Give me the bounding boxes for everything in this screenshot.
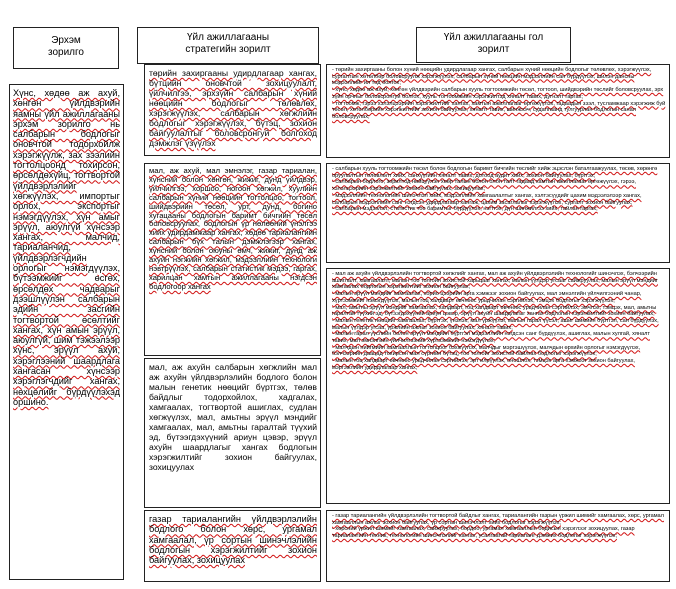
strategic-goal-1-text: төрийн захиргааны удирдлагаар хангах, бүтцийн оновчтой зохицуулалт, үйлчилгээ, эрхзүйн салбарын хүний нөөцийн бодлогыг төлөвлөх, хэрэгжүүлэх, салбарын хөгжлийн бодлогыг хэрэгжүүлэх, бүтэц, зохион байгуулалтыг боловсронгуй болгоход дэмжлэг үзүүлэх <box>149 68 317 148</box>
objective-item: - салбарын мэдээлэл, статистик тоо баримтыг бүрдүүлэх, нэгтгэх, дүн шинжилгээ хийх, тайлан гаргах; <box>332 206 598 213</box>
objective-item: - малын эрүүл мэндийг хамгаалах, хорио цээрийн арга хэмжээг зохион байгуулах, мал эмнэлгийн үйлчилгээний чанар, хүртээмжийг нэмэгдүүлэх, малын гоц халдварт өвчнөөс урьдчилан сэргийлэх, тэмцэх бодлогыг хэрэгжүүлэх; <box>332 291 642 304</box>
strategic-header-line-2: стратегийн зорилт <box>185 44 271 55</box>
objectives-header-line-2: зорилт <box>477 44 510 55</box>
mission-header <box>13 27 119 69</box>
objective-item: - тогтоомж, гэрээ хэлэлцээрийн хэрэгжилтийг хангах, хамтын ажиллагааг өргөжүүлэх, гадаадын зээл, тусламжаар хэрэгжиж буй төсөл, хөтөлбөрийн хэрэгжилтийг зохион байгуулах, хяналт тавих, шинжээч, судалгаанд тулгуурлан бодлогын санал боловсруулах; <box>332 100 666 120</box>
objective-item: - мал аж ахуйн үйлдвэрлэлийн тогтвортой хөгжлийг хангах, мал аж ахуйн үйлдвэрлэлийн технологийг шинэчлэх, бэлчээрийн ашиглалт, хамгаалалт, малын тоо толгойн зохистой харьцааг хангах, малын үүлдэр угсааг сайжруулах, малын эрүүл мэндийг хамгаалах бодлогын хэрэгжилтийг зохион байгуулах; <box>332 271 658 291</box>
objective-item: - мал, амьтны эрүүл мэндийг хамгаалах, халдварт, гоц халдварт өвчнөөс урьдчилан сэргийлэх, эмчлэх, тэмцэх, мал, амьтны гаралтай түүхий эд, бүтээгдэхүүний ариун цэвэр, эрүүл ахуйн шаардлагыг хангах бодлогын хэрэгжилтийг зохион байгуулах; <box>332 304 657 318</box>
objective-item: - малчдын нийгмийн хамгааллын тогтолцоог бэхжүүлэх, малчдыг мэргэшүүлэх, малчдын өрхийн орлогыг нэмэгдүүлэх, бэлчээрийн даацад тохирсон мал сүргийн бүтэц, тоо толгойг зохистой байлгах бодлогыг хэрэгжүүлэх; <box>332 344 641 358</box>
objectives-section-4 <box>326 510 670 582</box>
objectives-header-line-1: Үйл ажиллагааны гол <box>443 32 544 43</box>
strategic-goal-3 <box>144 358 321 508</box>
strategic-goal-4-text: газар тариалангийн үйлдвэрлэлийн бодлого болон хөрс, ургамал хамгаалал, үр сортын шинэчлэлийн бодлогын хэрэгжилтийг зохион байгуулах, зохицуулах <box>149 514 317 566</box>
objectives-section-3 <box>326 268 670 504</box>
objective-item: - хүнс, хөдөө аж ахуй, хөнгөн үйлдвэрийн салбарын хууль тогтоомжийн төсөл, тогтоол, шийдвэрийн төслийг боловсруулах, эрх зүйн орчныг боловсронгуй болгох, хууль тогтоомжийн хэрэгжилтэд хяналт тавих, дүгнэлт гаргах; <box>332 87 664 100</box>
objective-item: - хөрсний үржил шимийг хамгаалах, сайжруулах, бордоо, ургамал хамгааллын бодисын хэрэглээг зохицуулах, газар тариалангийн техник, технологийн шинэчлэлийг хангах, усалгаатай тариаланг дэмжих бодлогыг хэрэгжүүлэх; <box>332 526 635 540</box>
strategic-goal-4 <box>144 510 321 582</box>
strategic-goal-2-text: мал, аж ахуй, мал эмнэлэг, газар тариалан, хүнсний болон хөнгөн, жижиг, дунд үйлдвэр, үйлчилгээ, хоршоо, ногоон хөгжил, хуулийн салбарын хүний нөөцийн тогтолцоо, тогтоол, шийдвэрийн төсөл, урт, дунд, богино хугацааны бодлогын баримт бичгийн төсөл боловсруулах, бодлогын үр нөлөөний үнэлгээ хийх удирдамжаар хангах, хөдөө тариалангийн салбарын бүх талын дэмжлэгээр хангах, хүнсний болон оюуны өмч, жижиг, дунд аж ахуйн нэгжийн хөгжил, мэдээллийн технологи нэвтрүүлэх, салбарын статистик мэдээ, гаргах, харилцан хамтын ажиллагааны нэгдсэн бодлогоор хангах <box>149 166 317 291</box>
objective-item: - малын гарал үүслийн болон эрүүл мэндийн бүртгэл мэдээллийн нэгдсэн санг бүрдүүлэх, ашиглах, малын хулгай, хяналт тавих, мал эмнэлгийн үйлчилгээний хүртээмжийг нэмэгдүүлэх; <box>332 331 650 345</box>
objectives-section-2 <box>326 163 670 263</box>
mission-header-line-1: Эрхэм <box>51 35 81 46</box>
strategic-goal-3-text: мал, аж ахуйн салбарын хөгжлийн мал аж ахуйн үйлдвэрлэлийн бодлого болон малын генетик нөөцийг бүртгэх, төлөв байдлыг тодорхойлох, хадгалах, хамгаалах, тогтвортой ашиглах, судлан хөгжүүлэх, мал, амьтны эрүүл мэндийг хамгаалах, мал, амьтны гаралтай түүхий эд, бүтээгдэхүүний ариун цэвэр, эрүүл ахуйн шаардлагыг хангах бодлогын хэрэгжилтийг зохион байгуулах, зохицуулах <box>149 362 317 472</box>
strategic-goal-1 <box>144 64 321 156</box>
mission-header-line-2: зорилго <box>47 47 84 58</box>
objectives-section-1 <box>326 64 670 158</box>
strategic-header-line-1: Үйл ажиллагааны <box>186 32 270 43</box>
mission-text: Хүнс, хөдөө аж ахуй, хөнгөн үйлдвэрийн яамны үйл ажиллагааны эрхэм зорилго нь салбарын бодлогыг оновчтой тодорхойлж хэрэгжүүлж, зах зээлийн тогтолцоонд тохирсон, өрсөлдөхүйц, тогтвортой үйлдвэрлэлийг хөгжүүлэх, импортыг орлох, экспортыг нэмэгдүүлэх, хүн амыг эрүүл, аюулгүй хүнсээр хангах, малчид, тариаланчид, үйлдвэрлэгчдийн орлогыг нэмэгдүүлэх, бүтээмжийг өсгөх, өрсөлдөх чадварыг дээшлүүлэн салбарын эдийн засгийн тогтвортой өсөлтийг хангах, хүн амын эрүүл, аюулгүй, шим тэжээлээр хүнс, эрүүл ахуй, хэрэглээний шаардлага хангасан хүнсээр хэрэглэгчдийг хангах, нөхцөлийг бүрдүүлэхэд оршино. <box>13 88 120 407</box>
strategic-header <box>137 27 319 64</box>
objective-item: - малын гоц халдварт өвчнөөс урьдчилан сэргийлэх, эрт илрүүлэх, оношлох, тэмцэх арга хэмжээг зохион байгуулах, мэргэжлийн удирдлагаар хангах; <box>332 358 635 371</box>
mission-body <box>9 84 124 580</box>
objective-item: - салбарын бодлого, зорилтод нийцүүлэн хөөр талын болон олон талт гадаад хамтын ажиллагааг өргөжүүлэх, гэрээ, хэлэлцээрийн хэрэгжилтийг зохион байгуулах, зохицуулах; <box>332 179 636 193</box>
objectives-header <box>416 27 571 63</box>
objective-item: - мэдээллийн технологийн шинэчлэл хийх, мэдээллийн хамгаалалтыг хангах, хэлтэсүүдийг цахим мэдээлэлээр хангах, салбарын мэдээллийн санг нэгдсэн удирдлагаар хангаж, цахим засаглалыг хэрэгжүүлэх, сургалт зохион байгуулах; <box>332 192 642 206</box>
strategic-goal-2 <box>144 163 321 356</box>
objective-item: - малын генетик нөөцийг хамгаалах, бүртгэх, үнэлэх, мал үржүүлэг, малын гарал үүсэл, ашиг шимийн бүртгэл, сан бүрдүүлэх, малын үүлдэр угсаа, үржлийн ажлыг зохион байгуулах, хяналт тавих; <box>332 317 659 331</box>
objective-item: - төрийн захиргааны болон хүний нөөцийн удирдлагаар хангах, салбарын хүний нөөцийн бодлогыг төлөвлөх, хэрэгжүүлэх, сургалтын хөтөлбөр боловсруулж хэрэгжүүлэх, салбарын хүний нөөцийн мэдээллийн сан бүрдүүлэх, шилэн дансны мэдээллийг ил тод болгох; <box>332 67 652 87</box>
objective-item: - салбарын хууль тогтоомжийн төсөл болон бодлогын баримт бичгийн төслийг хийж эцэслэн баталгаажуулах, төсөв, хөрөнгө оруулалтын төлөвлөлт хийх, санхүүгийн хяналт тавих, дотоод аудит хийх, зохион байгуулах, бүртгэх; <box>332 166 658 179</box>
objective-item: - газар тариалангийн үйлдвэрлэлийн тогтвортой байдлыг хангах, тариалангийн газрын үржил шимийг хамгаалах, хөрс, ургамал хамгааллын ажлыг зохион байгуулах, үр сортын шинэчлэлт хийх бодлогыг хэрэгжүүлэх; <box>332 513 664 526</box>
